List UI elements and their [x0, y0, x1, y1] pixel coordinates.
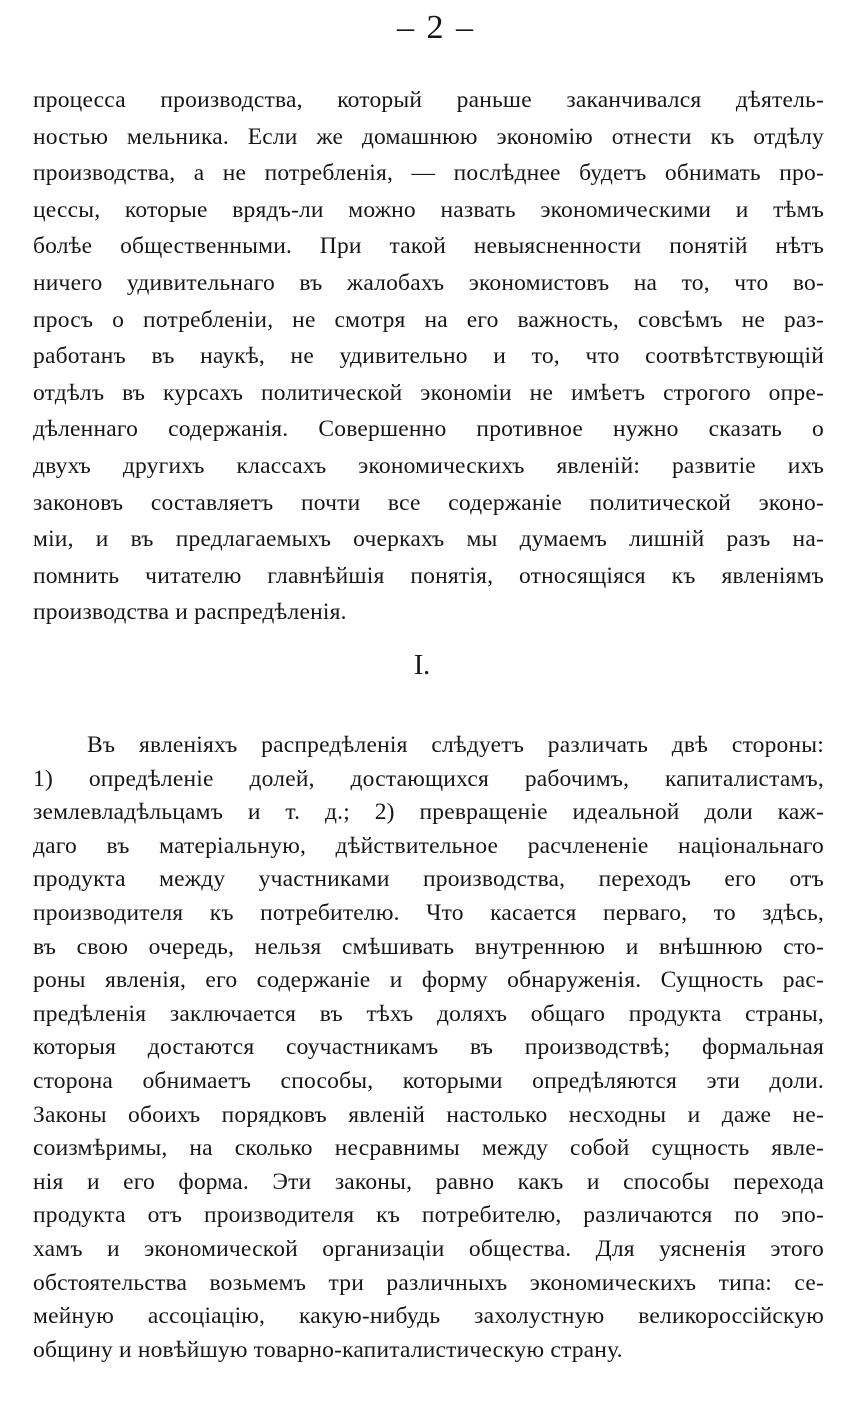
text-line: цессы, которые врядъ-ли можно назвать экономическими и тѣмъ	[33, 196, 824, 223]
text-line: 1) опредѣленіе долей, достающихся рабочимъ, капиталистамъ,	[33, 765, 824, 792]
text-line: Въ явленіяхъ распредѣленія слѣдуетъ различать двѣ стороны:	[87, 732, 824, 758]
text-line: соизмѣримы, на сколько несравнимы между собой сущность явле-	[33, 1135, 824, 1162]
text-line: продукта отъ производителя къ потребителю, различаются по эпо-	[33, 1202, 824, 1229]
text-line: производства и распредѣленія.	[33, 599, 347, 626]
text-line: ностью мельника. Если же домашнюю экономію отнести къ отдѣлу	[33, 123, 824, 150]
text-line: отдѣлъ въ курсахъ политической экономіи не имѣетъ строгого опре-	[33, 379, 824, 406]
text-line: процесса производства, который раньше заканчивался дѣятель-	[33, 87, 824, 113]
paragraph-continued	[33, 82, 824, 631]
text-line: въ свою очередь, нельзя смѣшивать внутреннюю и внѣшнюю сто-	[33, 933, 824, 960]
text-line: производителя къ потребителю. Что касается перваго, то здѣсь,	[33, 899, 824, 926]
text-line: мейную ассоціацію, какую-нибудь захолустную великороссійскую	[33, 1303, 824, 1330]
text-line: сторона обнимаетъ способы, которыми опредѣляются эти доли.	[33, 1067, 824, 1094]
section-heading: I.	[413, 650, 431, 681]
text-line: ничего удивительнаго въ жалобахъ экономистовъ на то, что во-	[33, 269, 824, 296]
text-line: работанъ въ наукѣ, не удивительно и то, что соотвѣтствующій	[33, 343, 824, 370]
text-line: предѣленія заключается въ тѣхъ доляхъ общаго продукта страны,	[33, 1000, 824, 1027]
text-line: даго въ матеріальную, дѣйствительное расчлененіе національнаго	[33, 832, 824, 859]
text-line: Законы обоихъ порядковъ явленій настолько несходны и даже не-	[33, 1101, 824, 1128]
text-line: производства, а не потребленія, — послѣднее будетъ обнимать про-	[33, 160, 824, 187]
text-line: законовъ составляетъ почти все содержаніе политической эконо-	[33, 489, 824, 516]
text-line: общину и новѣйшую товарно-капиталистическую страну.	[33, 1336, 623, 1363]
text-line: нія и его форма. Эти законы, равно какъ и способы перехода	[33, 1168, 824, 1195]
text-line: просъ о потребленіи, не смотря на его важность, совсѣмъ не раз-	[33, 306, 824, 333]
page-number: – 2 –	[397, 9, 475, 46]
text-line: хамъ и экономической организаціи общества. Для уясненія этого	[33, 1235, 824, 1262]
text-line: міи, и въ предлагаемыхъ очеркахъ мы думаемъ лишній разъ на-	[33, 526, 824, 553]
text-line: обстоятельства возьмемъ три различныхъ экономическихъ типа: се-	[33, 1269, 824, 1296]
text-line: двухъ другихъ классахъ экономическихъ явленій: развитіе ихъ	[33, 452, 824, 479]
paragraph-section-one	[33, 729, 824, 1367]
text-line: продукта между участниками производства, переходъ его отъ	[33, 866, 824, 893]
page-header	[0, 4, 844, 54]
text-line: болѣе общественными. При такой невыясненности понятій нѣтъ	[33, 233, 824, 260]
text-line: помнить читателю главнѣйшія понятія, относящіяся къ явленіямъ	[33, 562, 824, 589]
text-line: роны явленія, его содержаніе и форму обнаруженія. Сущность рас-	[33, 967, 824, 994]
text-line: землевладѣльцамъ и т. д.; 2) превращеніе идеальной доли каж-	[33, 799, 824, 826]
text-line: дѣленнаго содержанія. Совершенно противное нужно сказать о	[33, 416, 824, 443]
text-line: которыя достаются соучастникамъ въ производствѣ; формальная	[33, 1034, 824, 1061]
